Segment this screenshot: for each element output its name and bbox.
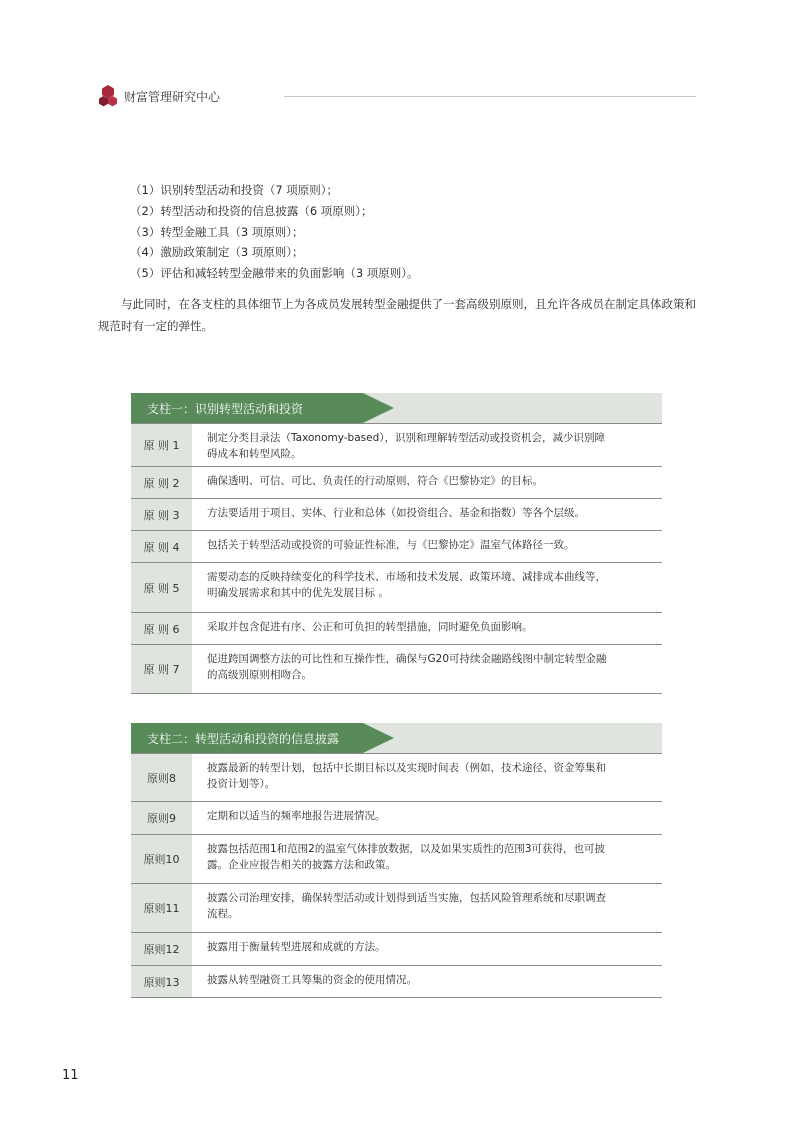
list-item: （5）评估和减轻转型金融带来的负面影响（3 项原则）。 bbox=[130, 266, 419, 281]
principle-label: 原 则 3 bbox=[131, 499, 192, 530]
table-row bbox=[131, 563, 662, 613]
body-paragraph bbox=[98, 293, 698, 337]
list-item: （3）转型金融工具（3 项原则）； bbox=[130, 224, 304, 239]
principle-text: 方法要适用于项目、实体、行业和总体（如投资组合、基金和指数）等各个层级。 bbox=[207, 507, 585, 519]
principle-label: 原 则 5 bbox=[131, 563, 192, 612]
principle-text: 定期和以适当的频率地报告进展情况。 bbox=[207, 810, 386, 822]
pillar-header bbox=[131, 393, 662, 423]
principle-label: 原则10 bbox=[131, 835, 192, 883]
table-row bbox=[131, 753, 662, 802]
principle-text: 制定分类目录法（Taxonomy-based），识别和理解转型活动或投资机会，减少识别障碍成本和转型风险。 bbox=[207, 432, 605, 460]
principle-label: 原则11 bbox=[131, 884, 192, 932]
table-row bbox=[131, 645, 662, 694]
table-row bbox=[131, 835, 662, 884]
table-row bbox=[131, 499, 662, 531]
principle-text: 确保透明、可信、可比、负责任的行动原则，符合《巴黎协定》的目标。 bbox=[207, 475, 543, 487]
principle-label: 原 则 6 bbox=[131, 613, 192, 644]
list-item: （2）转型活动和投资的信息披露（6 项原则）； bbox=[130, 203, 373, 218]
principle-text: 披露公司治理安排，确保转型活动或计划得到适当实施，包括风险管理系统和尽职调查流程。 bbox=[207, 892, 606, 920]
table-row bbox=[131, 802, 662, 835]
table-row bbox=[131, 933, 662, 966]
pillar-two-table bbox=[131, 723, 662, 998]
body-paragraph-text: 与此同时，在各支柱的具体细节上为各成员发展转型金融提供了一套高级别原则，且允许各成员在制定具体政策和规范时有一定的弹性。 bbox=[98, 297, 696, 333]
pillar-one-table bbox=[131, 393, 662, 694]
table-row bbox=[131, 531, 662, 563]
principle-text: 促进跨国调整方法的可比性和互操作性，确保与G20可持续金融路线图中制定转型金融的高级别原则相吻合。 bbox=[207, 653, 607, 681]
list-item: （4）激励政策制定（3 项原则）； bbox=[130, 245, 304, 260]
principle-label: 原则12 bbox=[131, 933, 192, 965]
principle-label: 原 则 4 bbox=[131, 531, 192, 562]
table-row bbox=[131, 467, 662, 499]
principle-text: 披露用于衡量转型进展和成就的方法。 bbox=[207, 941, 386, 953]
table-row bbox=[131, 884, 662, 933]
pillar-header bbox=[131, 723, 662, 753]
pillar-list bbox=[130, 180, 419, 284]
list-item: （1）识别转型活动和投资（7 项原则）； bbox=[130, 183, 339, 197]
principle-label: 原 则 1 bbox=[131, 424, 192, 466]
principle-text: 需要动态的反映持续变化的科学技术、市场和技术发展、政策环境、减排成本曲线等，明确发展需求和其中的优先发展目标 。 bbox=[207, 571, 606, 599]
principle-label: 原 则 2 bbox=[131, 467, 192, 498]
principle-text: 披露包括范围1和范围2的温室气体排放数据，以及如果实质性的范围3可获得，也可披露。企业应报告相关的披露方法和政策。 bbox=[207, 843, 606, 871]
pillar-title: 支柱一：识别转型活动和投资 bbox=[147, 402, 304, 416]
table-row bbox=[131, 423, 662, 467]
table-row bbox=[131, 613, 662, 645]
principle-text: 披露最新的转型计划，包括中长期目标以及实现时间表（例如，技术途径、资金筹集和投资计划等）。 bbox=[207, 762, 606, 790]
principle-label: 原则9 bbox=[131, 802, 192, 834]
principle-text: 包括关于转型活动或投资的可验证性标准，与《巴黎协定》温室气体路径一致。 bbox=[207, 539, 575, 551]
table-row bbox=[131, 966, 662, 998]
company-logo-icon bbox=[98, 84, 118, 108]
principle-text: 披露从转型融资工具筹集的资金的使用情况。 bbox=[207, 974, 417, 986]
pillar-title: 支柱二：转型活动和投资的信息披露 bbox=[147, 732, 340, 746]
principle-label: 原则13 bbox=[131, 966, 192, 997]
header-title: 财富管理研究中心 bbox=[124, 90, 221, 104]
page-number: 11 bbox=[62, 1068, 79, 1083]
header-divider bbox=[284, 96, 696, 97]
principle-text: 采取并包含促进有序、公正和可负担的转型措施，同时避免负面影响。 bbox=[207, 621, 533, 633]
principle-label: 原 则 7 bbox=[131, 645, 192, 693]
page-header bbox=[98, 84, 696, 108]
principle-label: 原则8 bbox=[131, 754, 192, 801]
